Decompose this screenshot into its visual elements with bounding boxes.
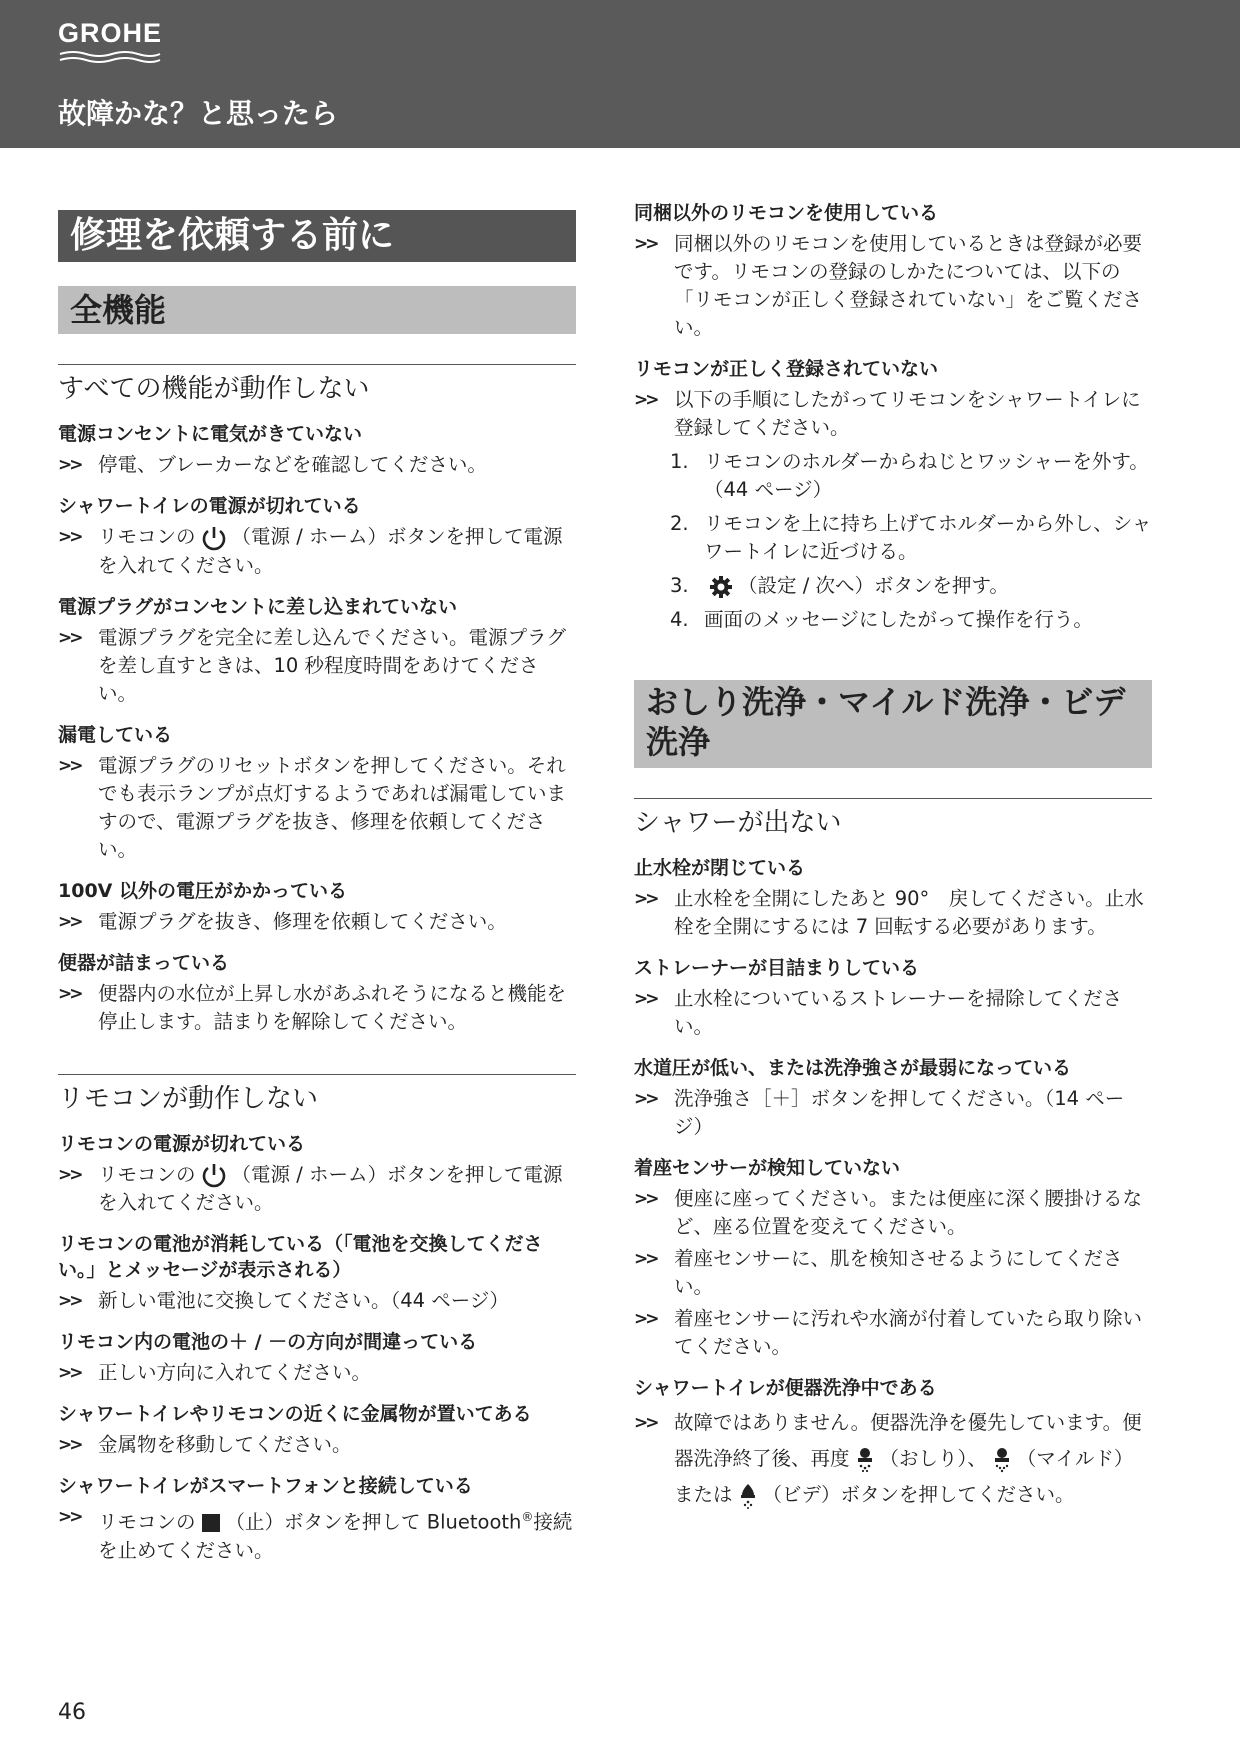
arrow-icon: >> [58, 1507, 81, 1527]
arrow-icon: >> [634, 1413, 657, 1433]
remedy-item: >> 便器内の水位が上昇し水があふれそうになると機能を停止します。詰まりを解除してください。 [58, 981, 567, 1033]
arrow-icon: >> [634, 989, 657, 1009]
power-icon [200, 524, 228, 552]
cause-heading: リモコン内の電池の＋ / －の方向が間違っている [58, 1331, 478, 1353]
grohe-logo [58, 18, 168, 68]
bidet-icon [737, 1483, 759, 1509]
mild-wash-icon [991, 1447, 1013, 1473]
arrow-icon: >> [58, 1164, 81, 1185]
cause-heading: 水道圧が低い、または洗浄強さが最弱になっている [634, 1057, 1072, 1079]
remedy-item: >> 停電、ブレーカーなどを確認してください。 [58, 451, 576, 479]
page-number: 46 [58, 1700, 86, 1725]
cause-heading: 便器が詰まっている [58, 951, 230, 974]
page-title: 故障かな？と思ったら [58, 97, 339, 130]
step-item: 2. リモコンを上に持ち上げてホルダーから外し、シャワートイレに近づける。 [670, 512, 1152, 563]
remedy-item: >> 洗浄強さ［＋］ボタンを押してください。（14 ページ） [634, 1087, 1125, 1138]
remedy-item: >> 着座センサーに汚れや水滴が付着していたら取り除いてください。 [634, 1307, 1143, 1358]
subsection-heading: おしり洗浄・マイルド洗浄・ビデ洗浄 [634, 680, 1152, 768]
arrow-icon: >> [634, 234, 657, 254]
left-column [58, 200, 576, 1565]
cause-heading: シャワートイレやリモコンの近くに金属物が置いてある [58, 1403, 532, 1425]
remedy-item: >> 以下の手順にしたがってリモコンをシャワートイレに登録してください。 [634, 388, 1141, 439]
cause-heading: 漏電している [58, 723, 173, 746]
remedy-item: >> 電源プラグを抜き、修理を依頼してください。 [58, 908, 576, 936]
arrow-icon: >> [58, 455, 81, 475]
cause-heading: リモコンの電源が切れている [58, 1132, 306, 1155]
page-header [0, 0, 1240, 148]
cause-heading: シャワートイレがスマートフォンと接続している [58, 1475, 473, 1497]
remedy-item: >> 便座に座ってください。または便座に深く腰掛けるなど、座る位置を変えてください。 [634, 1187, 1143, 1238]
arrow-icon: >> [634, 1089, 657, 1109]
arrow-icon: >> [58, 1435, 81, 1455]
step-item: 1. リモコンのホルダーからねじとワッシャーを外す。（44 ページ） [670, 450, 1149, 501]
right-column [634, 200, 1152, 1513]
remedy-item: >> 止水栓についているストレーナーを掃除してください。 [634, 987, 1123, 1038]
topic-heading: すべての機能が動作しない [58, 364, 576, 407]
rear-wash-icon [854, 1447, 876, 1473]
remedy-item: >> 止水栓を全開にしたあと 90° 戻してください。止水栓を全開にするには 7 回転する必要があります。 [634, 887, 1144, 938]
topic-heading: リモコンが動作しない [58, 1074, 576, 1117]
remedy-item: >> 新しい電池に交換してください。（44 ページ） [58, 1287, 576, 1315]
cause-heading: シャワートイレの電源が切れている [58, 495, 361, 517]
arrow-icon: >> [58, 1291, 81, 1311]
remedy-item: >> リモコンの （止）ボタンを押して Bluetooth®接続を止めてください。 [58, 1503, 576, 1565]
arrow-icon: >> [634, 889, 657, 909]
brand-text: GROHE [58, 18, 163, 48]
remedy-item: >> 金属物を移動してください。 [58, 1431, 576, 1459]
arrow-icon: >> [58, 527, 81, 547]
section-heading: 修理を依頼する前に [58, 210, 576, 262]
stop-icon [200, 1512, 222, 1534]
remedy-item: >> 正しい方向に入れてください。 [58, 1359, 576, 1387]
cause-heading: 着座センサーが検知していない [634, 1157, 901, 1179]
arrow-icon: >> [58, 911, 81, 932]
arrow-icon: >> [58, 627, 81, 648]
cause-heading: リモコンが正しく登録されていない [634, 358, 939, 380]
topic-heading: シャワーが出ない [634, 798, 1152, 841]
subsection-heading: 全機能 [58, 286, 576, 334]
cause-heading: 電源プラグがコンセントに差し込まれていない [58, 595, 458, 618]
cause-heading: 100V 以外の電圧がかかっている [58, 879, 347, 902]
cause-heading: 止水栓が閉じている [634, 857, 806, 879]
remedy-item: >> 電源プラグを完全に差し込んでください。電源プラグを差し直すときは、10 秒程度時間をあけてください。 [58, 625, 567, 705]
step-item: 3. （設定 / 次へ）ボタンを押す。 [634, 572, 1152, 600]
remedy-item: >> 故障ではありません。便器洗浄を優先しています。便器洗浄終了後、再度 （おしり）、 （マイルド）または （ビデ）ボタンを押してください。 [634, 1405, 1152, 1513]
arrow-icon: >> [58, 755, 81, 776]
remedy-item: >> リモコンの （電源 / ホーム）ボタンを押して電源を入れてください。 [58, 525, 563, 577]
cause-heading: 電源コンセントに電気がきていない [58, 423, 363, 445]
arrow-icon: >> [634, 1249, 657, 1269]
arrow-icon: >> [58, 1363, 81, 1383]
remedy-item: >> 着座センサーに、肌を検知させるようにしてください。 [634, 1247, 1123, 1298]
arrow-icon: >> [634, 1189, 657, 1209]
cause-heading: リモコンの電池が消耗している（「電池を交換してください。」とメッセージが表示される） [58, 1233, 543, 1281]
cause-heading: シャワートイレが便器洗浄中である [634, 1377, 937, 1399]
arrow-icon: >> [634, 1309, 657, 1329]
gear-icon [708, 574, 734, 600]
remedy-item: >> 同梱以外のリモコンを使用しているときは登録が必要です。リモコンの登録のしかたについては、以下の「リモコンが正しく登録されていない」をご覧ください。 [634, 232, 1143, 339]
wave-icon [58, 50, 162, 64]
arrow-icon: >> [58, 983, 81, 1004]
remedy-item: >> 電源プラグのリセットボタンを押してください。それでも表示ランプが点灯するようであれば漏電していますので、電源プラグを抜き、修理を依頼してください。 [58, 753, 567, 861]
cause-heading: 同梱以外のリモコンを使用している [634, 202, 939, 224]
power-icon [200, 1161, 228, 1189]
cause-heading: ストレーナーが目詰まりしている [634, 957, 920, 979]
step-item: 4. 画面のメッセージにしたがって操作を行う。 [670, 608, 1093, 631]
remedy-item: >> リモコンの （電源 / ホーム）ボタンを押して電源を入れてください。 [58, 1162, 563, 1214]
arrow-icon: >> [634, 390, 657, 410]
